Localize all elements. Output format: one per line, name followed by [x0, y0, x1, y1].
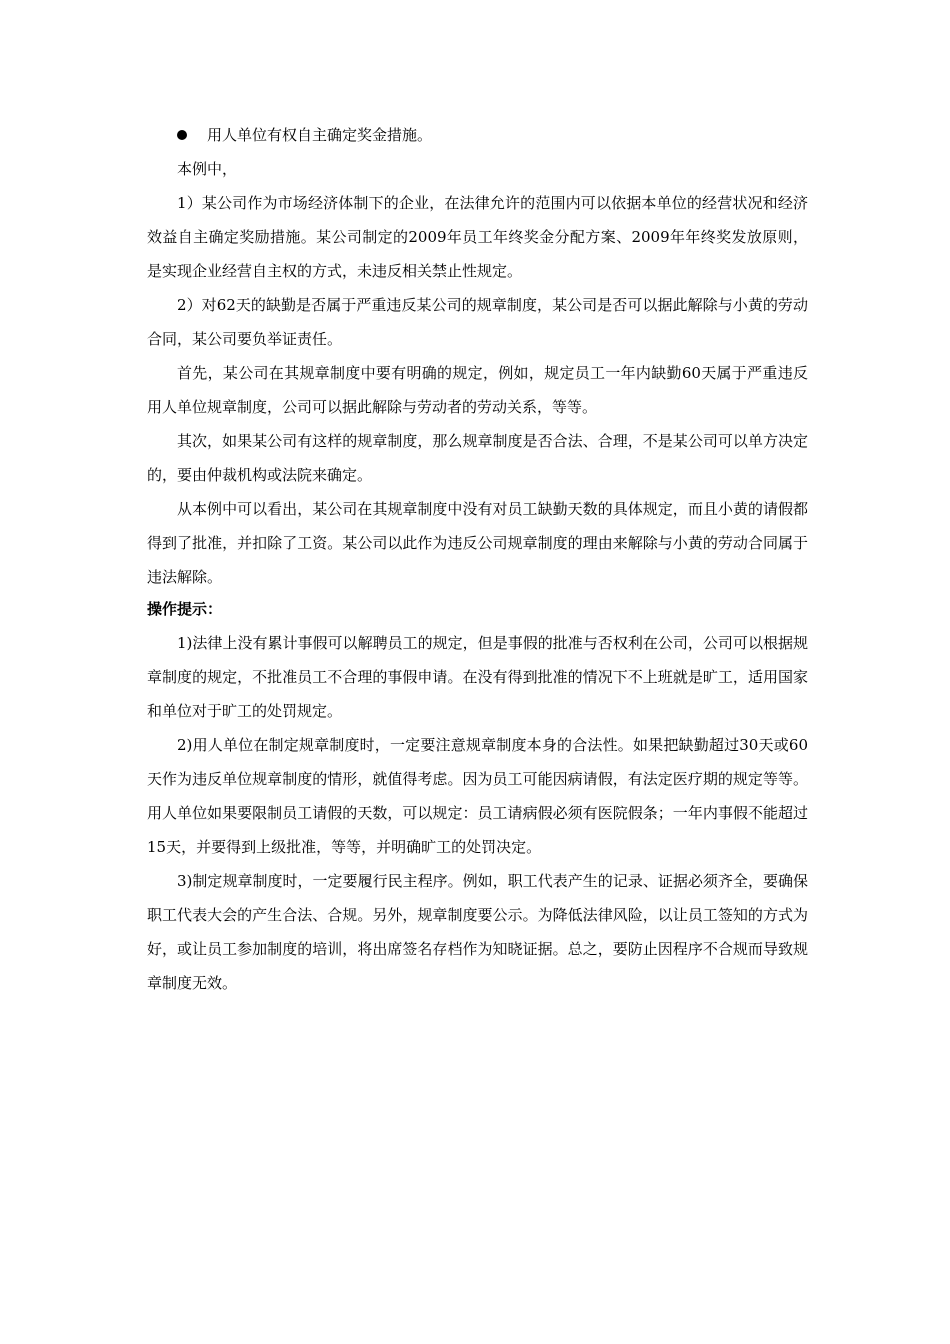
- tip-paragraph-1: 1)法律上没有累计事假可以解聘员工的规定，但是事假的批准与否权利在公司，公司可以根据规章制度的规定，不批准员工不合理的事假申请。在没有得到批准的情况下不上班就是旷工，适用国家和单位对于旷工的处罚规定。: [147, 634, 808, 720]
- paragraph-2: 2）对62天的缺勤是否属于严重违反某公司的规章制度，某公司是否可以据此解除与小黄的劳动合同，某公司要负举证责任。: [147, 296, 808, 348]
- paragraph-4: 其次，如果某公司有这样的规章制度，那么规章制度是否合法、合理，不是某公司可以单方决定的，要由仲裁机构或法院来确定。: [147, 432, 808, 484]
- paragraph-1: 1）某公司作为市场经济体制下的企业，在法律允许的范围内可以依据本单位的经营状况和经济效益自主确定奖励措施。某公司制定的2009年员工年终奖金分配方案、2009年年终奖发放原则，是实现企业经营自主权的方式，未违反相关禁止性规定。: [147, 194, 808, 280]
- tip-paragraph-3: 3)制定规章制度时，一定要履行民主程序。例如，职工代表产生的记录、证据必须齐全，要确保职工代表大会的产生合法、合规。另外，规章制度要公示。为降低法律风险，以让员工签知的方式为好，或让员工参加制度的培训，将出席签名存档作为知晓证据。总之，要防止因程序不合规而导致规章制度无效。: [147, 872, 808, 992]
- intro-paragraph: 本例中，: [177, 160, 238, 178]
- document-body: [147, 118, 808, 1000]
- section-heading: 操作提示：: [147, 600, 223, 618]
- tip-paragraph-2: 2)用人单位在制定规章制度时，一定要注意规章制度本身的合法性。如果把缺勤超过30天或60天作为违反单位规章制度的情形，就值得考虑。因为员工可能因病请假，有法定医疗期的规定等等。用人单位如果要限制员工请假的天数，可以规定：员工请病假必须有医院假条；一年内事假不能超过15天，并要得到上级批准，等等，并明确旷工的处罚决定。: [147, 736, 808, 856]
- paragraph-3: 首先，某公司在其规章制度中要有明确的规定，例如，规定员工一年内缺勤60天属于严重违反用人单位规章制度，公司可以据此解除与劳动者的劳动关系，等等。: [147, 364, 808, 416]
- paragraph-5: 从本例中可以看出，某公司在其规章制度中没有对员工缺勤天数的具体规定，而且小黄的请假都得到了批准，并扣除了工资。某公司以此作为违反公司规章制度的理由来解除与小黄的劳动合同属于违法解除。: [147, 500, 808, 586]
- bullet-item: [147, 118, 808, 152]
- bullet-text: 用人单位有权自主确定奖金措施。: [207, 126, 433, 144]
- bullet-dot-icon: [177, 130, 187, 140]
